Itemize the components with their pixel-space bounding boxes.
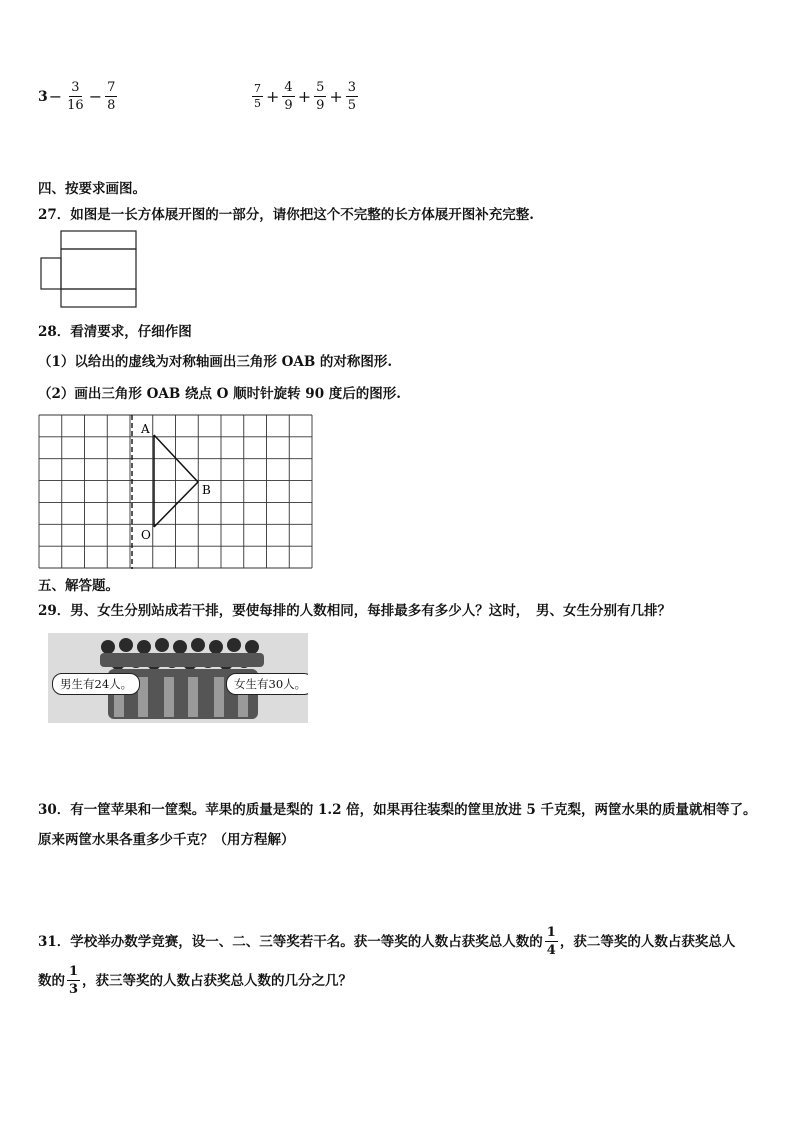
numerator: 5 [316, 80, 325, 95]
q31-part4: ，获三等奖的人数占获奖总人数的几分之几？ [82, 972, 353, 989]
q28-title: 28．看清要求，仔细作图 [38, 324, 192, 340]
net-bottom-face [61, 289, 136, 307]
expr2-fraction-3 [314, 80, 326, 113]
expr1-lead: 3 [38, 88, 48, 105]
denominator: 3 [69, 982, 79, 997]
numerator: 7 [254, 82, 261, 95]
expression-2 [250, 80, 360, 113]
denominator: 4 [546, 943, 556, 958]
net-top-face [61, 231, 136, 249]
expr2-fraction-4 [346, 80, 358, 113]
expr2-op2: + [297, 87, 312, 106]
expr2-fraction-2 [282, 80, 294, 113]
expr1-fraction-1 [65, 80, 86, 113]
label-b: B [202, 483, 211, 497]
q31-part1: 31．学校举办数学竞赛，设一、二、三等奖若干名。获一等奖的人数占获奖总人数的 [38, 933, 543, 950]
net-side-face [41, 258, 61, 289]
q31-line2 [38, 964, 352, 997]
girls-speech-bubble: 女生有30人。 [226, 673, 308, 695]
denominator: 16 [67, 98, 84, 113]
q31-line1 [38, 925, 735, 958]
numerator: 4 [284, 80, 293, 95]
q31-part2: ，获二等奖的人数占获奖总人 [559, 933, 736, 950]
q29-text: 29．男、女生分别站成若干排，要使每排的人数相同，每排最多有多少人？这时， 男、女生分别有几排？ [38, 603, 672, 619]
numerator: 3 [71, 80, 80, 95]
grid-lines [39, 415, 312, 568]
expr1-fraction-2 [105, 80, 117, 113]
cuboid-net-figure [38, 230, 140, 308]
denominator: 9 [316, 98, 325, 113]
label-o: O [141, 528, 151, 542]
grid-figure [38, 414, 314, 570]
denominator: 9 [284, 98, 293, 113]
expr2-op1: + [266, 87, 280, 106]
section-4-title: 四、按要求画图。 [38, 181, 146, 197]
students-photo [48, 633, 308, 723]
boys-speech-bubble: 男生有24人。 [52, 673, 140, 695]
numerator: 1 [69, 964, 79, 979]
q31-fraction-1 [545, 925, 558, 958]
q31-fraction-2 [67, 964, 80, 997]
denominator: 8 [107, 98, 116, 113]
section-5-title: 五、解答题。 [38, 578, 119, 594]
q30-line1: 30．有一筐苹果和一筐梨。苹果的质量是梨的 1.2 倍，如果再往装梨的筐里放进 5 千克梨，两筐水果的质量就相等了。 [38, 802, 757, 818]
numerator: 7 [107, 80, 116, 95]
expr1-op1: − [48, 87, 63, 106]
expr2-fraction-1 [252, 83, 263, 110]
numerator: 3 [347, 80, 357, 95]
expr1-op2: − [88, 87, 103, 106]
net-front-face [61, 249, 136, 289]
label-a: A [141, 422, 150, 436]
denominator: 5 [347, 98, 357, 113]
expr2-op3: + [329, 87, 343, 106]
expression-1 [38, 80, 119, 113]
q27-text: 27．如图是一长方体展开图的一部分，请你把这个不完整的长方体展开图补充完整. [38, 207, 534, 223]
q28-sub1: （1）以给出的虚线为对称轴画出三角形 OAB 的对称图形. [38, 354, 393, 370]
numerator: 1 [546, 925, 556, 940]
q30-line2: 原来两筐水果各重多少千克？（用方程解） [38, 832, 295, 848]
q31-part3: 数的 [38, 972, 65, 989]
denominator: 5 [254, 97, 261, 110]
q28-sub2: （2）画出三角形 OAB 绕点 O 顺时针旋转 90 度后的图形. [38, 386, 401, 402]
